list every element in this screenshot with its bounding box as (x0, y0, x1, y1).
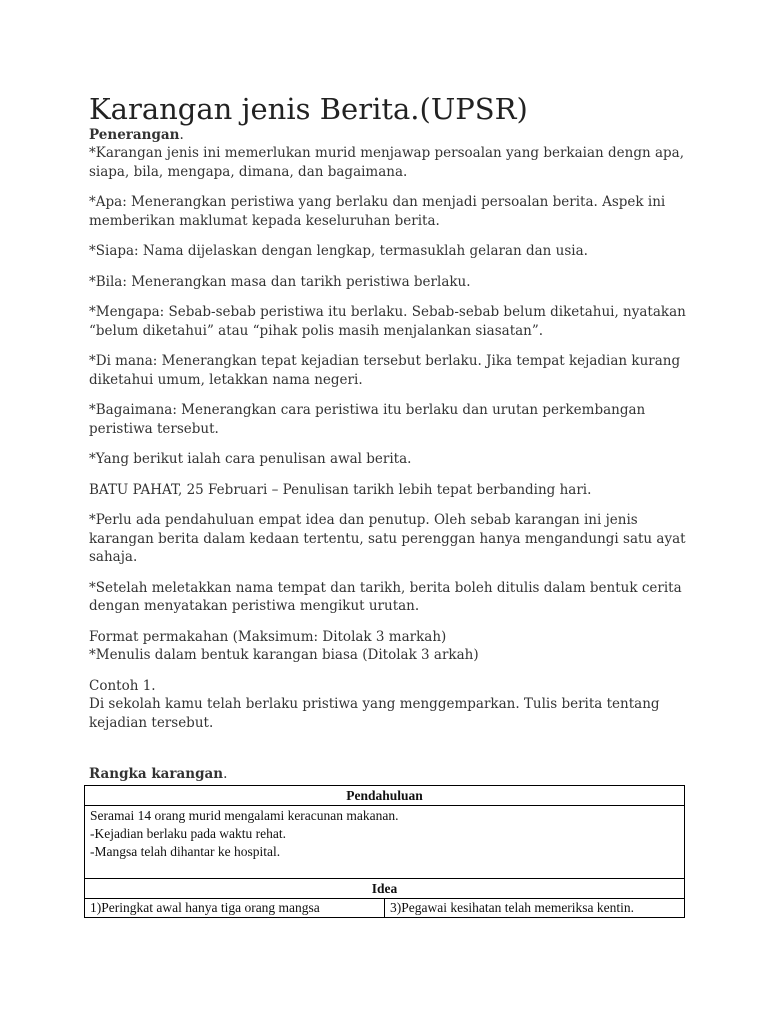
paragraph: *Perlu ada pendahuluan empat idea dan penutup. Oleh sebab karangan ini jenis karangan berita dalam kedaan tertentu, satu perenggan hanya mengandungi satu ayat sahaja. (89, 512, 686, 565)
format-line: *Menulis dalam bentuk karangan biasa (Ditolak 3 arkah) (89, 647, 479, 663)
penerangan-heading: Penerangan. (89, 127, 184, 143)
rangka-heading: Rangka karangan. (89, 766, 228, 782)
contoh-line: Di sekolah kamu telah berlaku pristiwa yang menggemparkan. Tulis berita tentang kejadian tersebut. (89, 696, 660, 731)
idea-header: Idea (85, 879, 685, 899)
paragraph: *Bagaimana: Menerangkan cara peristiwa itu berlaku dan urutan perkembangan peristiwa tersebut. (89, 402, 646, 437)
page-title: Karangan jenis Berita.(UPSR) (89, 92, 528, 126)
idea-cell-right: 3)Pegawai kesihatan telah memeriksa kentin. (385, 899, 685, 918)
pendahuluan-line: Seramai 14 orang murid mengalami keracunan makanan. (90, 808, 399, 823)
paragraph: *Mengapa: Sebab-sebab peristiwa itu berlaku. Sebab-sebab belum diketahui, nyatakan “belum diketahui” atau “pihak polis masih menjalankan siasatan”. (89, 304, 686, 339)
paragraph: *Bila: Menerangkan masa dan tarikh peristiwa berlaku. (89, 273, 471, 290)
pendahuluan-line: -Mangsa telah dihantar ke hospital. (90, 844, 281, 859)
contoh-line: Contoh 1. (89, 677, 156, 694)
idea-cell-left: 1)Peringkat awal hanya tiga orang mangsa (85, 899, 385, 918)
format-line: Format permakahan (Maksimum: Ditolak 3 markah) (89, 628, 447, 645)
paragraph: BATU PAHAT, 25 Februari – Penulisan tarikh lebih tepat berbanding hari. (89, 481, 592, 498)
pendahuluan-line: -Kejadian berlaku pada waktu rehat. (90, 826, 287, 841)
paragraph: *Siapa: Nama dijelaskan dengan lengkap, termasuklah gelaran dan usia. (89, 243, 588, 259)
paragraph: *Yang berikut ialah cara penulisan awal berita. (89, 451, 412, 467)
paragraph: *Apa: Menerangkan peristiwa yang berlaku dan menjadi persoalan berita. Aspek ini memberikan maklumat kepada keseluruhan berita. (89, 194, 666, 229)
document-body (89, 92, 689, 732)
rangka-table (84, 785, 685, 918)
paragraph: *Di mana: Menerangkan tepat kejadian tersebut berlaku. Jika tempat kejadian kurang diketahui umum, letakkan nama negeri. (89, 353, 681, 388)
paragraph: *Karangan jenis ini memerlukan murid menjawap persoalan yang berkaian dengn apa, siapa, bila, mengapa, dimana, dan bagaimana. (89, 145, 684, 180)
pendahuluan-header: Pendahuluan (85, 786, 685, 806)
paragraph: *Setelah meletakkan nama tempat dan tarikh, berita boleh ditulis dalam bentuk cerita dengan menyatakan peristiwa mengikut urutan. (89, 579, 682, 614)
pendahuluan-cell (85, 806, 685, 879)
